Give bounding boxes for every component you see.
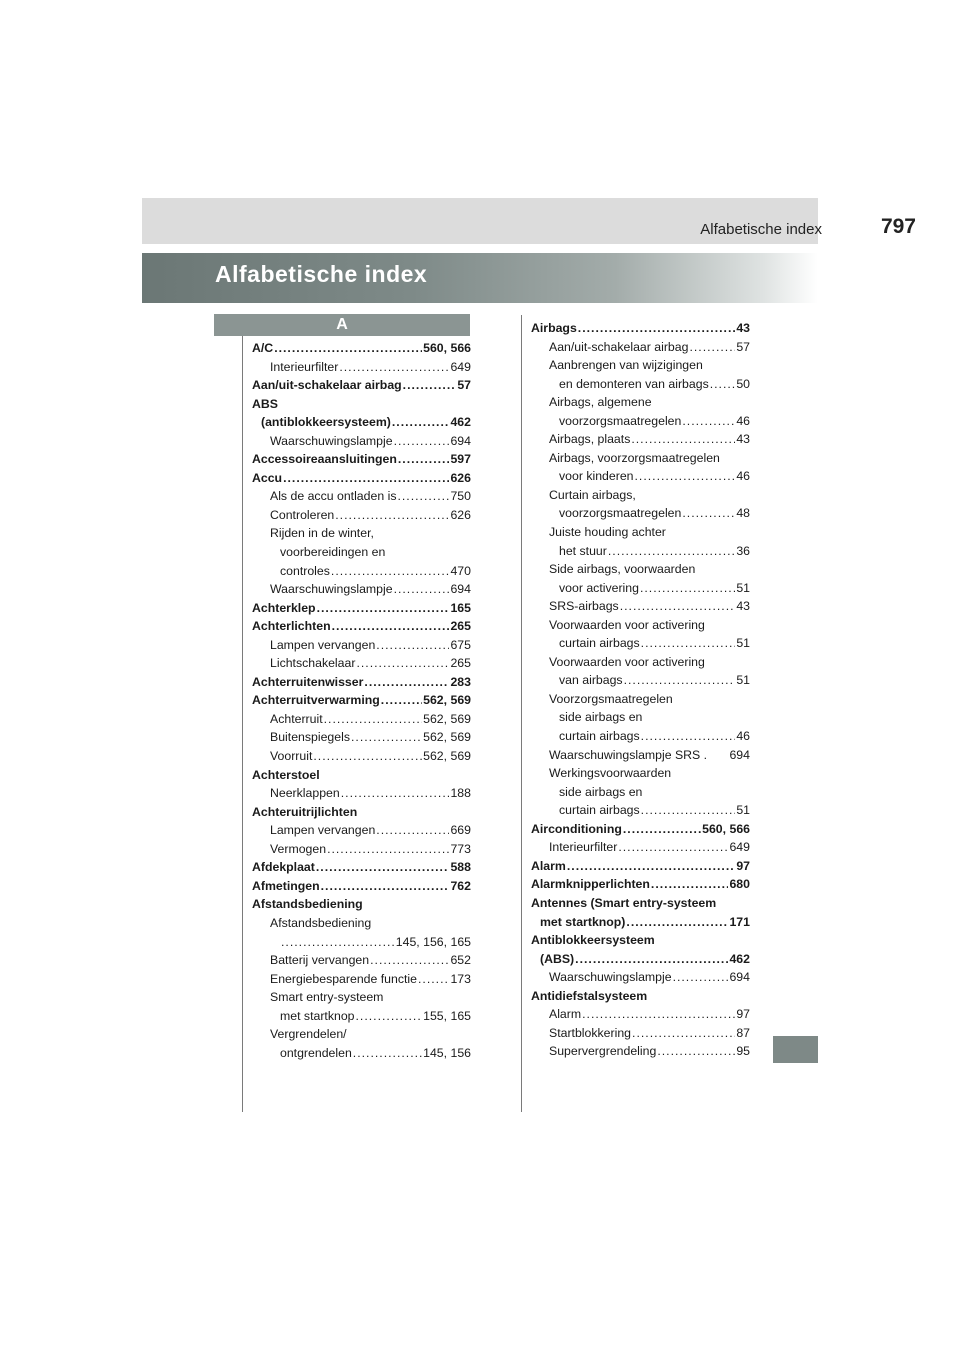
dot-leader xyxy=(618,838,728,857)
index-entry-label: Afstandsbediening xyxy=(270,915,372,930)
index-entry xyxy=(252,450,471,469)
index-entry xyxy=(252,1025,471,1044)
index-entry-label: Afdekplaat xyxy=(252,860,315,875)
index-entry-label: curtain airbags xyxy=(559,803,640,818)
index-entry-label: Werkingsvoorwaarden xyxy=(549,766,672,781)
index-entry-label: Voorwaarden voor activering xyxy=(549,617,705,632)
index-entry xyxy=(531,950,750,969)
index-entry-page[interactable]: 43 xyxy=(736,599,750,614)
index-entry-page[interactable]: 694 xyxy=(729,747,750,762)
dot-leader xyxy=(657,1042,735,1061)
dot-leader xyxy=(335,506,449,525)
dot-leader xyxy=(356,1007,423,1026)
index-entry-label: Achterruitverwarming xyxy=(252,693,380,708)
index-entry xyxy=(531,523,750,542)
index-entry xyxy=(252,728,471,747)
index-entry xyxy=(531,1005,750,1024)
index-entry xyxy=(531,1042,750,1061)
dot-leader xyxy=(281,933,395,952)
index-entry xyxy=(252,933,471,952)
index-entry-label: Lampen vervangen xyxy=(270,823,376,838)
index-entry-page[interactable]: 57 xyxy=(457,378,471,393)
dot-leader xyxy=(376,636,449,655)
index-entry-label: Waarschuwingslampje SRS . xyxy=(549,747,708,762)
index-entry-label: Side airbags, voorwaarden xyxy=(549,562,696,577)
index-entry xyxy=(252,487,471,506)
index-column-right xyxy=(531,319,750,1061)
index-entry-label: Achterlichten xyxy=(252,619,331,634)
index-entry-page[interactable]: 669 xyxy=(450,823,471,838)
index-entry-page[interactable]: 46 xyxy=(736,729,750,744)
index-entry-label: Achterruitenwisser xyxy=(252,674,364,689)
index-entry xyxy=(531,430,750,449)
dot-leader xyxy=(370,951,449,970)
index-entry-page[interactable]: 87 xyxy=(736,1025,750,1040)
dot-leader xyxy=(635,467,736,486)
index-entry-label: curtain airbags xyxy=(559,729,640,744)
index-entry-label: Neerklappen xyxy=(270,786,340,801)
index-entry xyxy=(531,634,750,653)
index-entry-label: Accessoireaansluitingen xyxy=(252,452,397,467)
index-entry-page[interactable]: 51 xyxy=(736,673,750,688)
running-header-title: Alfabetische index xyxy=(700,221,822,238)
index-entry-label: Airconditioning xyxy=(531,821,622,836)
dot-leader xyxy=(575,950,728,969)
index-entry xyxy=(252,766,471,785)
letter-section-header: A xyxy=(214,314,470,336)
dot-leader xyxy=(397,487,449,506)
index-entry xyxy=(531,987,750,1006)
index-entry xyxy=(531,616,750,635)
index-entry xyxy=(252,840,471,859)
index-entry xyxy=(252,413,471,432)
index-entry xyxy=(531,708,750,727)
index-entry-page[interactable]: 95 xyxy=(736,1044,750,1059)
index-entry xyxy=(531,820,750,839)
index-entry-label: Voorruit xyxy=(270,749,313,764)
index-entry-label: Aanbrengen van wijzigingen xyxy=(549,358,703,373)
index-entry xyxy=(531,467,750,486)
index-entry-page[interactable]: 51 xyxy=(736,636,750,651)
dot-leader xyxy=(632,1024,735,1043)
index-entry xyxy=(252,858,471,877)
index-entry xyxy=(252,395,471,414)
section-tab xyxy=(773,1036,818,1063)
index-entry-page[interactable]: 46 xyxy=(736,469,750,484)
dot-leader xyxy=(689,338,735,357)
index-entry-page[interactable]: 97 xyxy=(736,858,750,873)
dot-leader xyxy=(274,339,422,358)
index-entry-label: Curtain airbags, xyxy=(549,487,636,502)
dot-leader xyxy=(582,1005,735,1024)
index-entry-label: Alarm xyxy=(549,1007,582,1022)
index-entry-label: Waarschuwingslampje xyxy=(270,433,393,448)
index-entry-page[interactable]: 462 xyxy=(729,951,750,966)
dot-leader xyxy=(394,580,450,599)
index-entry xyxy=(252,747,471,766)
index-entry-page[interactable]: 51 xyxy=(736,803,750,818)
index-entry-page[interactable]: 773 xyxy=(450,841,471,856)
index-entry-label: Afmetingen xyxy=(252,878,320,893)
index-entry-page[interactable]: 50 xyxy=(736,376,750,391)
index-entry xyxy=(531,746,750,765)
index-entry-label: Smart entry-systeem xyxy=(270,990,384,1005)
index-entry-page[interactable]: 680 xyxy=(729,877,750,892)
dot-leader xyxy=(641,727,736,746)
index-entry-label: Vergrendelen/ xyxy=(270,1027,347,1042)
dot-leader xyxy=(351,728,422,747)
index-entry-page[interactable]: 588 xyxy=(450,860,471,875)
index-entry-label: Aan/uit-schakelaar airbag xyxy=(252,378,402,393)
index-entry-label: Airbags, algemene xyxy=(549,395,652,410)
dot-leader xyxy=(327,840,449,859)
index-entry-label: SRS-airbags xyxy=(549,599,619,614)
index-entry xyxy=(252,358,471,377)
index-entry xyxy=(252,543,471,562)
index-entry-page[interactable]: 649 xyxy=(450,359,471,374)
index-entry xyxy=(252,895,471,914)
page-number: 797 xyxy=(880,215,916,238)
index-entry xyxy=(252,914,471,933)
index-entry-label: Lampen vervangen xyxy=(270,637,376,652)
index-entry-label: Aan/uit-schakelaar airbag xyxy=(549,339,689,354)
index-entry xyxy=(531,727,750,746)
index-entry-label: Voorzorgsmaatregelen xyxy=(549,691,673,706)
index-entry xyxy=(252,1007,471,1026)
index-entry-label: voorzorgsmaatregelen xyxy=(559,413,682,428)
dot-leader xyxy=(364,673,449,692)
index-entry-label: voorzorgsmaatregelen xyxy=(559,506,682,521)
index-entry-page[interactable]: 43 xyxy=(736,432,750,447)
dot-leader xyxy=(651,875,729,894)
index-entry xyxy=(531,1024,750,1043)
index-entry xyxy=(531,690,750,709)
index-entry-label: ontgrendelen xyxy=(280,1045,352,1060)
index-entry-label: Antiblokkeersysteem xyxy=(531,933,655,948)
index-entry-page[interactable]: 694 xyxy=(729,970,750,985)
dot-leader xyxy=(567,857,735,876)
dot-leader xyxy=(682,412,735,431)
index-entry-label: voor kinderen xyxy=(559,469,634,484)
index-entry xyxy=(252,673,471,692)
index-entry xyxy=(531,356,750,375)
index-entry-label: curtain airbags xyxy=(559,636,640,651)
index-entry xyxy=(252,432,471,451)
index-entry xyxy=(252,951,471,970)
index-entry-label: Achteruitrijlichten xyxy=(252,804,358,819)
index-column-left xyxy=(252,339,471,1062)
dot-leader xyxy=(578,319,736,338)
index-entry-page[interactable]: 188 xyxy=(450,786,471,801)
index-entry-label: Alarmknipperlichten xyxy=(531,877,650,892)
index-entry-page[interactable]: 46 xyxy=(736,413,750,428)
index-entry xyxy=(531,838,750,857)
index-entry xyxy=(252,469,471,488)
index-entry-page[interactable]: 165 xyxy=(450,600,471,615)
index-entry-label: Als de accu ontladen is xyxy=(270,489,397,504)
index-entry xyxy=(531,597,750,616)
index-entry-label: side airbags en xyxy=(559,784,643,799)
index-entry-page[interactable]: 560, 566 xyxy=(423,341,471,355)
dot-leader xyxy=(608,542,735,561)
dot-leader xyxy=(313,747,422,766)
index-entry-page[interactable]: 283 xyxy=(450,674,471,689)
index-entry xyxy=(531,412,750,431)
index-entry-label: Achterruit xyxy=(270,711,323,726)
index-entry xyxy=(531,653,750,672)
index-entry-label: Energiebesparende functie xyxy=(270,971,417,986)
index-entry xyxy=(252,580,471,599)
index-entry-page[interactable]: 562, 569 xyxy=(423,749,471,764)
index-entry-page[interactable]: 48 xyxy=(736,506,750,521)
dot-leader xyxy=(624,671,736,690)
index-entry-page[interactable]: 265 xyxy=(450,656,471,671)
dot-leader xyxy=(418,970,449,989)
index-entry-label: controles xyxy=(280,563,330,578)
dot-leader xyxy=(324,710,423,729)
dot-leader xyxy=(682,504,735,523)
index-entry xyxy=(252,988,471,1007)
index-entry xyxy=(531,894,750,913)
dot-leader xyxy=(339,358,449,377)
page-title: Alfabetische index xyxy=(215,261,428,287)
index-entry-page[interactable]: 173 xyxy=(450,971,471,986)
index-entry-page[interactable]: 597 xyxy=(450,452,471,467)
index-entry xyxy=(531,764,750,783)
dot-leader xyxy=(398,450,450,469)
column-divider-left xyxy=(242,336,243,1112)
index-entry xyxy=(531,913,750,932)
index-entry-page[interactable]: 562, 569 xyxy=(423,711,471,726)
index-entry-label: Achterstoel xyxy=(252,767,320,782)
index-entry xyxy=(252,562,471,581)
index-entry xyxy=(252,784,471,803)
column-divider-middle xyxy=(521,315,522,1112)
index-entry-page[interactable]: 652 xyxy=(450,953,471,968)
index-entry-page[interactable]: 57 xyxy=(736,339,750,354)
dot-leader xyxy=(394,432,450,451)
index-entry-label: Antennes (Smart entry-systeem xyxy=(531,895,717,910)
index-entry xyxy=(252,877,471,896)
index-entry xyxy=(531,783,750,802)
index-entry-label: Accu xyxy=(252,470,283,485)
index-entry-label: Afstandsbediening xyxy=(252,897,363,912)
index-entry-label: voorbereidingen en xyxy=(280,545,386,560)
index-entry-label: Controleren xyxy=(270,507,335,522)
index-entry-page[interactable]: 649 xyxy=(729,840,750,855)
index-entry-label: Rijden in de winter, xyxy=(270,526,374,541)
index-entry xyxy=(531,393,750,412)
index-entry xyxy=(531,375,750,394)
dot-leader xyxy=(356,654,449,673)
index-entry-page[interactable]: 750 xyxy=(450,489,471,504)
dot-leader xyxy=(710,375,736,394)
index-entry-label: (ABS) xyxy=(540,951,575,966)
index-entry-page[interactable]: 51 xyxy=(736,580,750,595)
index-entry-label: Antidiefstalsysteem xyxy=(531,988,648,1003)
index-entry-label: A/C xyxy=(252,341,274,355)
index-entry xyxy=(531,560,750,579)
index-entry xyxy=(252,524,471,543)
index-entry-label: met startknop) xyxy=(540,914,626,929)
index-entry-label: Voorwaarden voor activering xyxy=(549,654,705,669)
index-entry-page[interactable]: 43 xyxy=(736,321,750,335)
index-entry-label: Waarschuwingslampje xyxy=(549,970,672,985)
dot-leader xyxy=(283,469,449,488)
index-entry-label: met startknop xyxy=(280,1008,355,1023)
index-entry xyxy=(252,710,471,729)
index-entry-page[interactable]: 694 xyxy=(450,582,471,597)
dot-leader xyxy=(321,877,450,896)
index-entry-page[interactable]: 562, 569 xyxy=(423,693,471,708)
index-entry-label: Vermogen xyxy=(270,841,327,856)
index-entry xyxy=(531,319,750,338)
dot-leader xyxy=(641,634,736,653)
index-entry xyxy=(531,449,750,468)
index-entry xyxy=(252,376,471,395)
index-entry xyxy=(252,599,471,618)
index-entry xyxy=(252,1044,471,1063)
index-entry-label: Batterij vervangen xyxy=(270,953,370,968)
dot-leader xyxy=(341,784,450,803)
dot-leader xyxy=(626,913,728,932)
index-entry-page[interactable]: 562, 569 xyxy=(423,730,471,745)
index-entry-label: Alarm xyxy=(531,858,566,873)
index-entry-page[interactable]: 762 xyxy=(450,878,471,893)
index-entry-page[interactable]: 470 xyxy=(450,563,471,578)
index-entry xyxy=(531,486,750,505)
index-entry-label: Airbags, voorzorgsmaatregelen xyxy=(549,450,720,465)
dot-leader xyxy=(353,1044,422,1063)
dot-leader xyxy=(381,691,422,710)
index-entry xyxy=(252,506,471,525)
index-entry xyxy=(531,504,750,523)
index-entry-label: side airbags en xyxy=(559,710,643,725)
index-entry-label: Interieurfilter xyxy=(270,359,339,374)
index-entry-label: het stuur xyxy=(559,543,607,558)
index-entry xyxy=(252,821,471,840)
dot-leader xyxy=(331,562,450,581)
index-entry-label: Waarschuwingslampje xyxy=(270,582,393,597)
dot-leader xyxy=(317,599,450,618)
dot-leader xyxy=(631,430,735,449)
index-entry-page[interactable]: 97 xyxy=(736,1007,750,1022)
index-entry xyxy=(252,617,471,636)
index-entry-label: (antiblokkeersysteem) xyxy=(261,415,391,430)
index-entry-label: Airbags, plaats xyxy=(549,432,631,447)
index-entry-label: en demonteren van airbags xyxy=(559,376,709,391)
index-entry xyxy=(531,968,750,987)
dot-leader xyxy=(640,579,735,598)
index-entry-page[interactable]: 36 xyxy=(736,543,750,558)
index-entry xyxy=(531,671,750,690)
index-entry-page[interactable]: 694 xyxy=(450,433,471,448)
index-entry xyxy=(531,338,750,357)
index-entry-label: Startblokkering xyxy=(549,1025,632,1040)
index-entry xyxy=(531,801,750,820)
index-entry-page[interactable]: 560, 566 xyxy=(702,821,750,836)
index-entry-page[interactable]: 462 xyxy=(450,415,471,430)
index-entry xyxy=(531,579,750,598)
index-entry-page[interactable]: 675 xyxy=(450,637,471,652)
index-entry xyxy=(252,636,471,655)
index-entry xyxy=(531,875,750,894)
dot-leader xyxy=(332,617,450,636)
index-entry-page[interactable]: 626 xyxy=(450,470,471,485)
index-entry-label: voor activering xyxy=(559,580,639,595)
dot-leader xyxy=(673,968,729,987)
index-entry xyxy=(531,931,750,950)
dot-leader xyxy=(623,820,701,839)
index-entry-label: Interieurfilter xyxy=(549,840,618,855)
dot-leader xyxy=(392,413,450,432)
index-entry xyxy=(252,339,471,358)
index-entry-page[interactable]: 155, 165 xyxy=(423,1008,471,1023)
index-entry-label: Buitenspiegels xyxy=(270,730,350,745)
index-entry xyxy=(252,803,471,822)
index-entry-label: Supervergrendeling xyxy=(549,1044,657,1059)
index-entry xyxy=(252,654,471,673)
index-entry-page[interactable]: 626 xyxy=(450,507,471,522)
index-entry-label: Airbags xyxy=(531,321,577,335)
dot-leader xyxy=(620,597,736,616)
index-entry-label: van airbags xyxy=(559,673,623,688)
index-entry-label: Juiste houding achter xyxy=(549,525,666,540)
dot-leader xyxy=(376,821,449,840)
index-entry-label: Achterklep xyxy=(252,600,316,615)
index-entry-page[interactable]: 145, 156 xyxy=(423,1045,471,1060)
index-entry-label: ABS xyxy=(252,396,278,411)
index-entry-page[interactable]: 171 xyxy=(729,914,750,929)
dot-leader xyxy=(641,801,736,820)
index-entry-page[interactable]: 265 xyxy=(450,619,471,634)
index-entry-label: Lichtschakelaar xyxy=(270,656,356,671)
index-entry xyxy=(252,691,471,710)
index-entry xyxy=(252,970,471,989)
dot-leader xyxy=(316,858,450,877)
index-entry xyxy=(531,542,750,561)
dot-leader xyxy=(403,376,457,395)
index-entry-page[interactable]: 145, 156, 165 xyxy=(395,934,471,949)
index-entry xyxy=(531,857,750,876)
title-banner xyxy=(142,253,818,303)
